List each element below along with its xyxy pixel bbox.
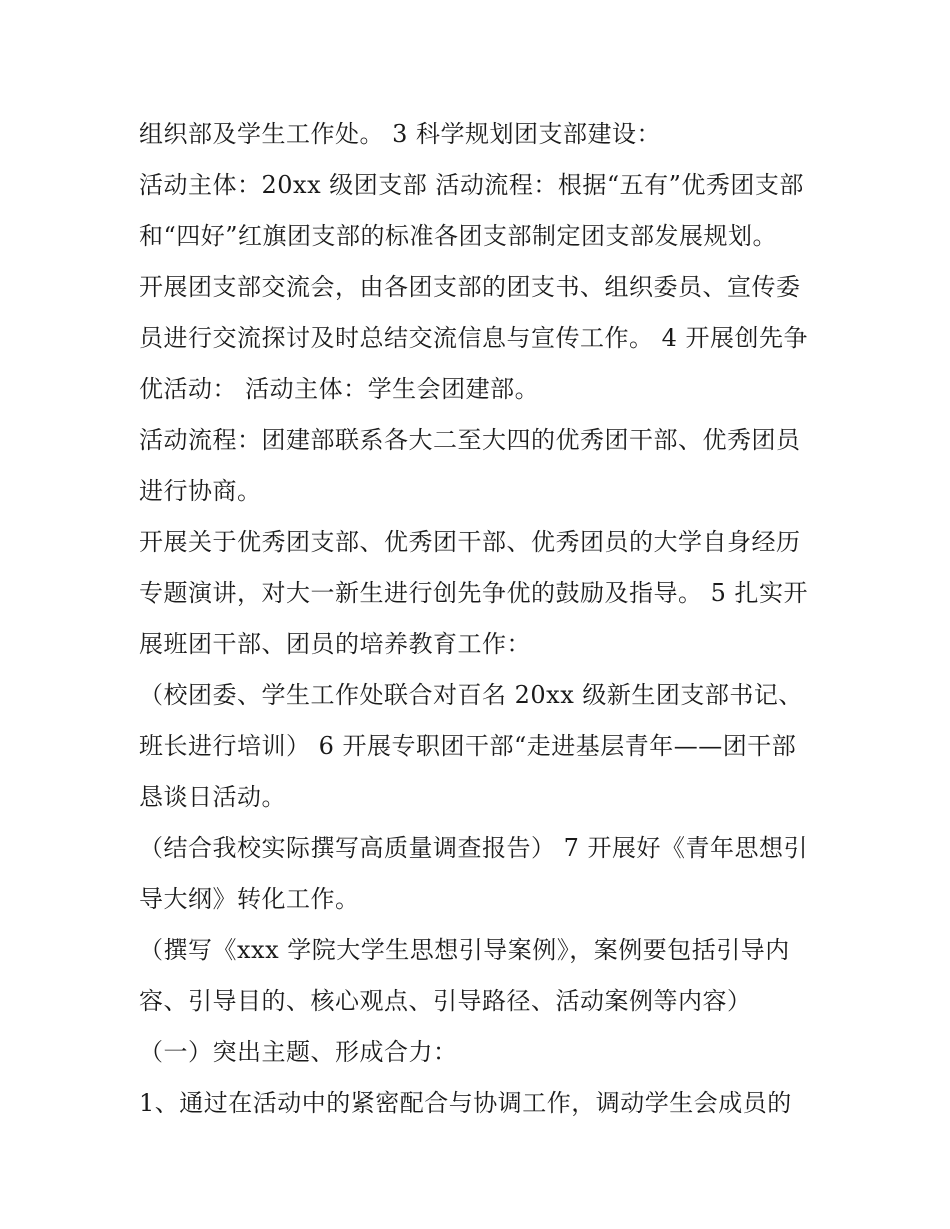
text-line: 活动主体：20xx 级团支部 活动流程：根据“五有”优秀团支部 — [139, 171, 804, 199]
text-line: 和“四好”红旗团支部的标准各团支部制定团支部发展规划。 — [139, 222, 778, 250]
text-line: 导大纲》转化工作。 — [139, 885, 360, 913]
text-line: 1、通过在活动中的紧密配合与协调工作，调动学生会成员的 — [139, 1089, 792, 1117]
text-line: 专题演讲，对大一新生进行创先争优的鼓励及指导。 5 扎实开 — [139, 579, 809, 607]
text-line: 组织部及学生工作处。 3 科学规划团支部建设： — [139, 120, 662, 148]
text-line: 进行协商。 — [139, 477, 262, 505]
text-line: 展班团干部、团员的培养教育工作： — [139, 630, 531, 658]
text-line: （结合我校实际撰写高质量调查报告） 7 开展好《青年思想引 — [139, 834, 809, 862]
text-line: （一）突出主题、形成合力： — [139, 1038, 458, 1066]
text-line: 开展团支部交流会，由各团支部的团支书、组织委员、宣传委 — [139, 273, 801, 301]
text-line: 容、引导目的、核心观点、引导路径、活动案例等内容） — [139, 987, 752, 1015]
text-line: 恳谈日活动。 — [139, 783, 286, 811]
text-line: 优活动： 活动主体：学生会团建部。 — [139, 375, 540, 403]
text-line: （校团委、学生工作处联合对百名 20xx 级新生团支部书记、 — [139, 681, 803, 709]
text-line: 员进行交流探讨及时总结交流信息与宣传工作。 4 开展创先争 — [139, 324, 809, 352]
text-line: （撰写《xxx 学院大学生思想引导案例》，案例要包括引导内 — [139, 936, 790, 964]
text-line: 班长进行培训） 6 开展专职团干部“走进基层青年——团干部 — [139, 732, 797, 760]
text-line: 开展关于优秀团支部、优秀团干部、优秀团员的大学自身经历 — [139, 528, 801, 556]
text-line: 活动流程：团建部联系各大二至大四的优秀团干部、优秀团员 — [139, 426, 801, 454]
document-body — [139, 109, 819, 1129]
